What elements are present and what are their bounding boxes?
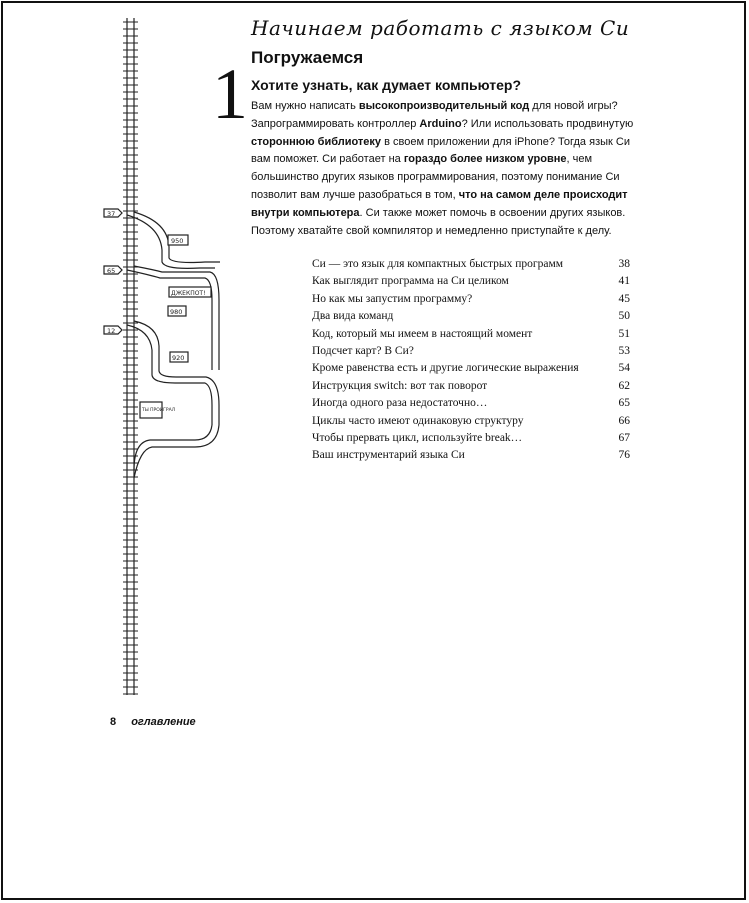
page-footer xyxy=(110,716,196,728)
sign-label: 65 xyxy=(107,267,116,275)
table-of-contents xyxy=(312,256,630,465)
intro-run: , чем большинство других языков программирования, поэтому понимание Си позволит вам лучше разобраться в том, xyxy=(251,153,620,201)
section-label: оглавление xyxy=(131,716,196,728)
intro-run: ? Или использовать продвинутую xyxy=(461,117,634,130)
sign-label: 37 xyxy=(107,210,116,218)
intro-run: гораздо более низком уровне xyxy=(403,153,567,166)
toc-entry-page: 67 xyxy=(618,431,630,444)
toc-entry-title: Подсчет карт? В Си? xyxy=(312,344,414,357)
toc-entry-page: 66 xyxy=(618,414,630,427)
sign-label: ТЫ ПРОИГРАЛ xyxy=(142,408,176,413)
toc-entry-title: Как выглядит программа на Си целиком xyxy=(312,275,509,288)
toc-entry[interactable] xyxy=(312,395,630,412)
toc-entry[interactable] xyxy=(312,378,630,395)
toc-entry[interactable] xyxy=(312,326,630,343)
toc-entry-title: Циклы часто имеют одинаковую структуру xyxy=(312,414,524,427)
toc-entry-title: Но как мы запустим программу? xyxy=(312,292,473,305)
toc-entry-page: 41 xyxy=(618,275,630,288)
toc-entry-title: Кроме равенства есть и другие логические выражения xyxy=(312,362,579,375)
intro-heading: Хотите узнать, как думает компьютер? xyxy=(251,77,522,93)
sign-65 xyxy=(104,266,122,275)
sign-12 xyxy=(104,326,122,335)
sign-label: 950 xyxy=(171,237,184,245)
toc-entry[interactable] xyxy=(312,291,630,308)
toc-entry-page: 45 xyxy=(618,292,630,305)
toc-entry[interactable] xyxy=(312,308,630,325)
sign-you-lost xyxy=(140,402,175,418)
toc-entry-title: Код, который мы имеем в настоящий момент xyxy=(312,327,533,340)
toc-entry-title: Чтобы прервать цикл, используйте break… xyxy=(312,431,523,444)
toc-entry-page: 62 xyxy=(618,379,630,392)
sign-label: 12 xyxy=(107,327,116,335)
sign-980 xyxy=(168,306,186,316)
intro-run: . Си также может помочь в освоении других языков. Поэтому хватайте свой компилятор и немедленно приступайте к делу. xyxy=(251,206,626,237)
toc-entry[interactable] xyxy=(312,360,630,377)
chapter-title: Начинаем работать с языком Си xyxy=(251,16,630,40)
toc-entry-title: Си — это язык для компактных быстрых программ xyxy=(312,258,564,270)
toc-entry-page: 38 xyxy=(618,258,630,270)
toc-entry[interactable] xyxy=(312,413,630,430)
sign-label: 980 xyxy=(170,308,183,316)
intro-run: стороннюю библиотеку xyxy=(251,135,382,148)
sign-37 xyxy=(104,209,122,218)
toc-entry-page: 53 xyxy=(618,344,630,357)
chapter-number: 1 xyxy=(212,54,248,134)
intro-run: высокопроизводительный код xyxy=(358,100,530,112)
toc-entry-page: 76 xyxy=(618,449,630,462)
sign-jackpot xyxy=(169,287,211,297)
sign-920 xyxy=(170,352,188,362)
toc-entry-page: 54 xyxy=(618,362,630,375)
intro-run: Вам нужно написать xyxy=(251,100,359,112)
toc-entry-page: 51 xyxy=(618,327,630,340)
sign-label: 920 xyxy=(172,354,185,362)
toc-entry[interactable] xyxy=(312,430,630,447)
intro-run: для новой игры? Запрограммировать контроллер xyxy=(251,100,618,130)
page-number: 8 xyxy=(110,716,117,728)
toc-entry-title: Инструкция switch: вот так поворот xyxy=(312,379,488,392)
toc-entry[interactable] xyxy=(312,273,630,290)
sign-label: ДЖЕКПОТ! xyxy=(171,290,206,297)
toc-entry-title: Ваш инструментарий языка Си xyxy=(312,449,465,462)
intro-run: в своем приложении для iPhone? Тогда язык Си вам поможет. Си работает на xyxy=(251,135,630,166)
intro-paragraph xyxy=(251,98,651,240)
toc-entry[interactable] xyxy=(312,447,630,464)
sign-950 xyxy=(168,235,188,245)
toc-entry[interactable] xyxy=(312,343,630,360)
intro-run: Arduino xyxy=(419,117,462,130)
toc-entry-page: 50 xyxy=(618,310,630,323)
toc-entry-page: 65 xyxy=(618,397,630,410)
chapter-subtitle: Погружаемся xyxy=(251,48,364,67)
toc-entry-title: Два вида команд xyxy=(312,310,394,323)
toc-entry-title: Иногда одного раза недостаточно… xyxy=(312,397,488,410)
toc-entry[interactable] xyxy=(312,256,630,273)
intro-run: что на самом деле происходит внутри компьютера xyxy=(251,188,628,219)
